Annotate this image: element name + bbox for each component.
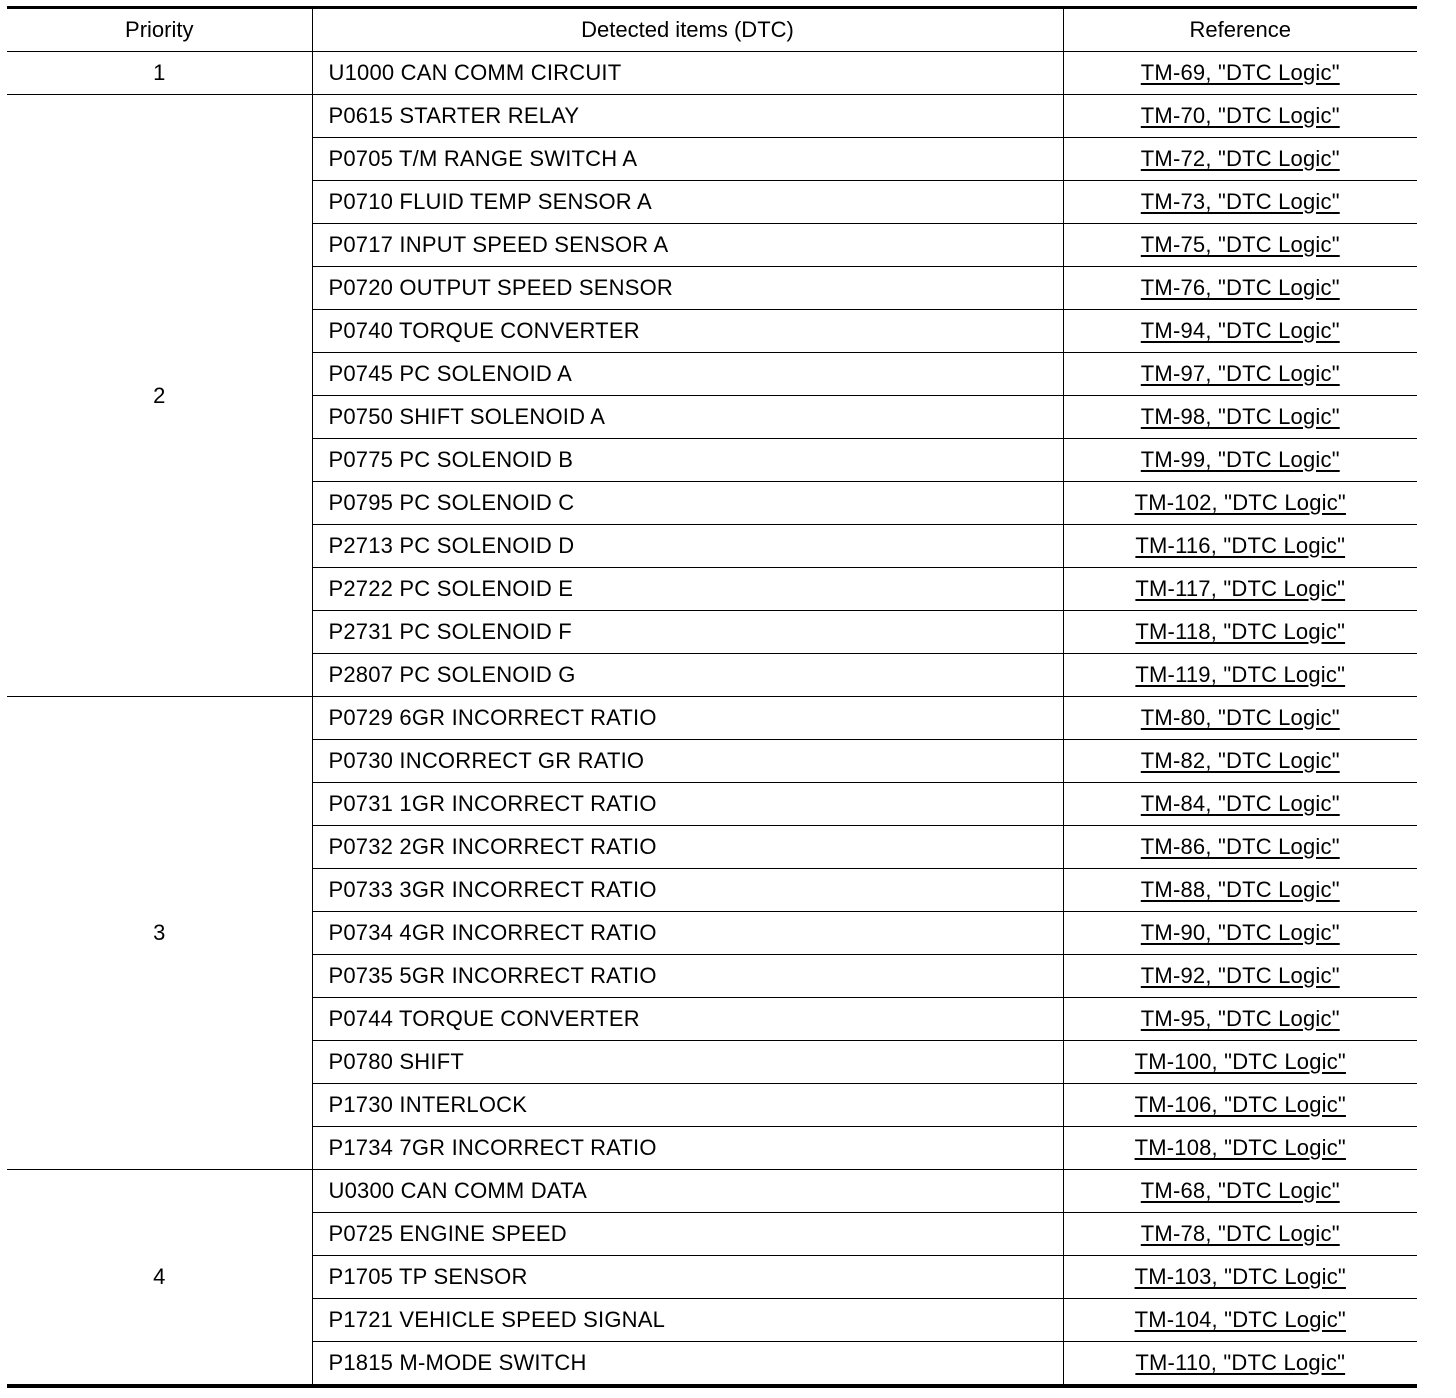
reference-link[interactable]: TM-97, "DTC Logic" xyxy=(1140,361,1340,386)
reference-cell xyxy=(1063,998,1417,1041)
detected-item-cell: P2807 PC SOLENOID G xyxy=(312,654,1063,697)
detected-item-cell: P0750 SHIFT SOLENOID A xyxy=(312,396,1063,439)
reference-cell xyxy=(1063,1170,1417,1213)
detected-item-cell: P1705 TP SENSOR xyxy=(312,1256,1063,1299)
detected-item-cell: P0744 TORQUE CONVERTER xyxy=(312,998,1063,1041)
reference-cell xyxy=(1063,1256,1417,1299)
reference-cell xyxy=(1063,1127,1417,1170)
reference-cell xyxy=(1063,783,1417,826)
reference-cell xyxy=(1063,826,1417,869)
table-row xyxy=(7,697,1417,740)
reference-cell xyxy=(1063,740,1417,783)
reference-cell xyxy=(1063,568,1417,611)
reference-cell xyxy=(1063,869,1417,912)
detected-item-cell: U0300 CAN COMM DATA xyxy=(312,1170,1063,1213)
reference-link[interactable]: TM-106, "DTC Logic" xyxy=(1134,1092,1346,1117)
reference-link[interactable]: TM-94, "DTC Logic" xyxy=(1140,318,1340,343)
detected-item-cell: P0725 ENGINE SPEED xyxy=(312,1213,1063,1256)
priority-cell: 4 xyxy=(7,1170,312,1387)
detected-item-cell: P0729 6GR INCORRECT RATIO xyxy=(312,697,1063,740)
reference-link[interactable]: TM-102, "DTC Logic" xyxy=(1134,490,1346,515)
detected-item-cell: P0731 1GR INCORRECT RATIO xyxy=(312,783,1063,826)
reference-cell xyxy=(1063,697,1417,740)
reference-cell xyxy=(1063,482,1417,525)
detected-item-cell: P0735 5GR INCORRECT RATIO xyxy=(312,955,1063,998)
reference-link[interactable]: TM-72, "DTC Logic" xyxy=(1140,146,1340,171)
reference-cell xyxy=(1063,138,1417,181)
reference-link[interactable]: TM-86, "DTC Logic" xyxy=(1140,834,1340,859)
reference-cell xyxy=(1063,611,1417,654)
reference-link[interactable]: TM-73, "DTC Logic" xyxy=(1140,189,1340,214)
reference-link[interactable]: TM-75, "DTC Logic" xyxy=(1140,232,1340,257)
reference-link[interactable]: TM-69, "DTC Logic" xyxy=(1140,60,1340,85)
detected-item-cell: P0733 3GR INCORRECT RATIO xyxy=(312,869,1063,912)
detected-item-cell: P0717 INPUT SPEED SENSOR A xyxy=(312,224,1063,267)
table-row xyxy=(7,1170,1417,1213)
detected-item-cell: P2722 PC SOLENOID E xyxy=(312,568,1063,611)
detected-item-cell: P0740 TORQUE CONVERTER xyxy=(312,310,1063,353)
reference-link[interactable]: TM-100, "DTC Logic" xyxy=(1134,1049,1346,1074)
reference-link[interactable]: TM-116, "DTC Logic" xyxy=(1135,533,1346,558)
priority-cell: 3 xyxy=(7,697,312,1170)
detected-item-cell: P1730 INTERLOCK xyxy=(312,1084,1063,1127)
reference-link[interactable]: TM-119, "DTC Logic" xyxy=(1135,662,1346,687)
detected-item-cell: P0710 FLUID TEMP SENSOR A xyxy=(312,181,1063,224)
reference-cell xyxy=(1063,267,1417,310)
reference-link[interactable]: TM-95, "DTC Logic" xyxy=(1140,1006,1340,1031)
reference-link[interactable]: TM-68, "DTC Logic" xyxy=(1140,1178,1340,1203)
detected-item-cell: P0720 OUTPUT SPEED SENSOR xyxy=(312,267,1063,310)
detected-item-cell: P1815 M-MODE SWITCH xyxy=(312,1342,1063,1387)
reference-link[interactable]: TM-92, "DTC Logic" xyxy=(1140,963,1340,988)
reference-link[interactable]: TM-76, "DTC Logic" xyxy=(1140,275,1340,300)
reference-link[interactable]: TM-104, "DTC Logic" xyxy=(1134,1307,1346,1332)
reference-cell xyxy=(1063,439,1417,482)
reference-cell xyxy=(1063,654,1417,697)
dtc-priority-table xyxy=(7,6,1417,1388)
detected-item-cell: P0705 T/M RANGE SWITCH A xyxy=(312,138,1063,181)
reference-cell xyxy=(1063,52,1417,95)
reference-link[interactable]: TM-103, "DTC Logic" xyxy=(1134,1264,1346,1289)
detected-item-cell: P2731 PC SOLENOID F xyxy=(312,611,1063,654)
reference-link[interactable]: TM-70, "DTC Logic" xyxy=(1140,103,1340,128)
reference-link[interactable]: TM-99, "DTC Logic" xyxy=(1140,447,1340,472)
reference-cell xyxy=(1063,912,1417,955)
reference-link[interactable]: TM-78, "DTC Logic" xyxy=(1140,1221,1340,1246)
reference-link[interactable]: TM-108, "DTC Logic" xyxy=(1134,1135,1346,1160)
detected-item-cell: P1721 VEHICLE SPEED SIGNAL xyxy=(312,1299,1063,1342)
reference-link[interactable]: TM-90, "DTC Logic" xyxy=(1140,920,1340,945)
table-header-row xyxy=(7,8,1417,52)
reference-link[interactable]: TM-80, "DTC Logic" xyxy=(1140,705,1340,730)
priority-cell: 2 xyxy=(7,95,312,697)
table-row xyxy=(7,52,1417,95)
detected-item-cell: P1734 7GR INCORRECT RATIO xyxy=(312,1127,1063,1170)
reference-link[interactable]: TM-110, "DTC Logic" xyxy=(1135,1350,1346,1375)
reference-cell xyxy=(1063,224,1417,267)
detected-item-cell: P2713 PC SOLENOID D xyxy=(312,525,1063,568)
reference-cell xyxy=(1063,1041,1417,1084)
reference-link[interactable]: TM-98, "DTC Logic" xyxy=(1140,404,1340,429)
reference-link[interactable]: TM-118, "DTC Logic" xyxy=(1135,619,1346,644)
detected-item-cell: P0780 SHIFT xyxy=(312,1041,1063,1084)
reference-link[interactable]: TM-82, "DTC Logic" xyxy=(1140,748,1340,773)
priority-cell: 1 xyxy=(7,52,312,95)
reference-cell xyxy=(1063,1084,1417,1127)
reference-cell xyxy=(1063,1213,1417,1256)
reference-cell xyxy=(1063,955,1417,998)
reference-cell xyxy=(1063,310,1417,353)
reference-cell xyxy=(1063,525,1417,568)
reference-cell xyxy=(1063,181,1417,224)
reference-cell xyxy=(1063,353,1417,396)
detected-item-cell: P0732 2GR INCORRECT RATIO xyxy=(312,826,1063,869)
detected-items-column-header: Detected items (DTC) xyxy=(312,8,1063,52)
reference-cell xyxy=(1063,95,1417,138)
reference-link[interactable]: TM-117, "DTC Logic" xyxy=(1135,576,1346,601)
detected-item-cell: P0730 INCORRECT GR RATIO xyxy=(312,740,1063,783)
detected-item-cell: P0615 STARTER RELAY xyxy=(312,95,1063,138)
reference-cell xyxy=(1063,1299,1417,1342)
detected-item-cell: P0734 4GR INCORRECT RATIO xyxy=(312,912,1063,955)
reference-column-header: Reference xyxy=(1063,8,1417,52)
priority-column-header: Priority xyxy=(7,8,312,52)
reference-cell xyxy=(1063,396,1417,439)
table-body xyxy=(7,52,1417,1387)
detected-item-cell: U1000 CAN COMM CIRCUIT xyxy=(312,52,1063,95)
reference-cell xyxy=(1063,1342,1417,1387)
table-row xyxy=(7,95,1417,138)
reference-link[interactable]: TM-88, "DTC Logic" xyxy=(1140,877,1340,902)
detected-item-cell: P0745 PC SOLENOID A xyxy=(312,353,1063,396)
reference-link[interactable]: TM-84, "DTC Logic" xyxy=(1140,791,1340,816)
detected-item-cell: P0775 PC SOLENOID B xyxy=(312,439,1063,482)
detected-item-cell: P0795 PC SOLENOID C xyxy=(312,482,1063,525)
